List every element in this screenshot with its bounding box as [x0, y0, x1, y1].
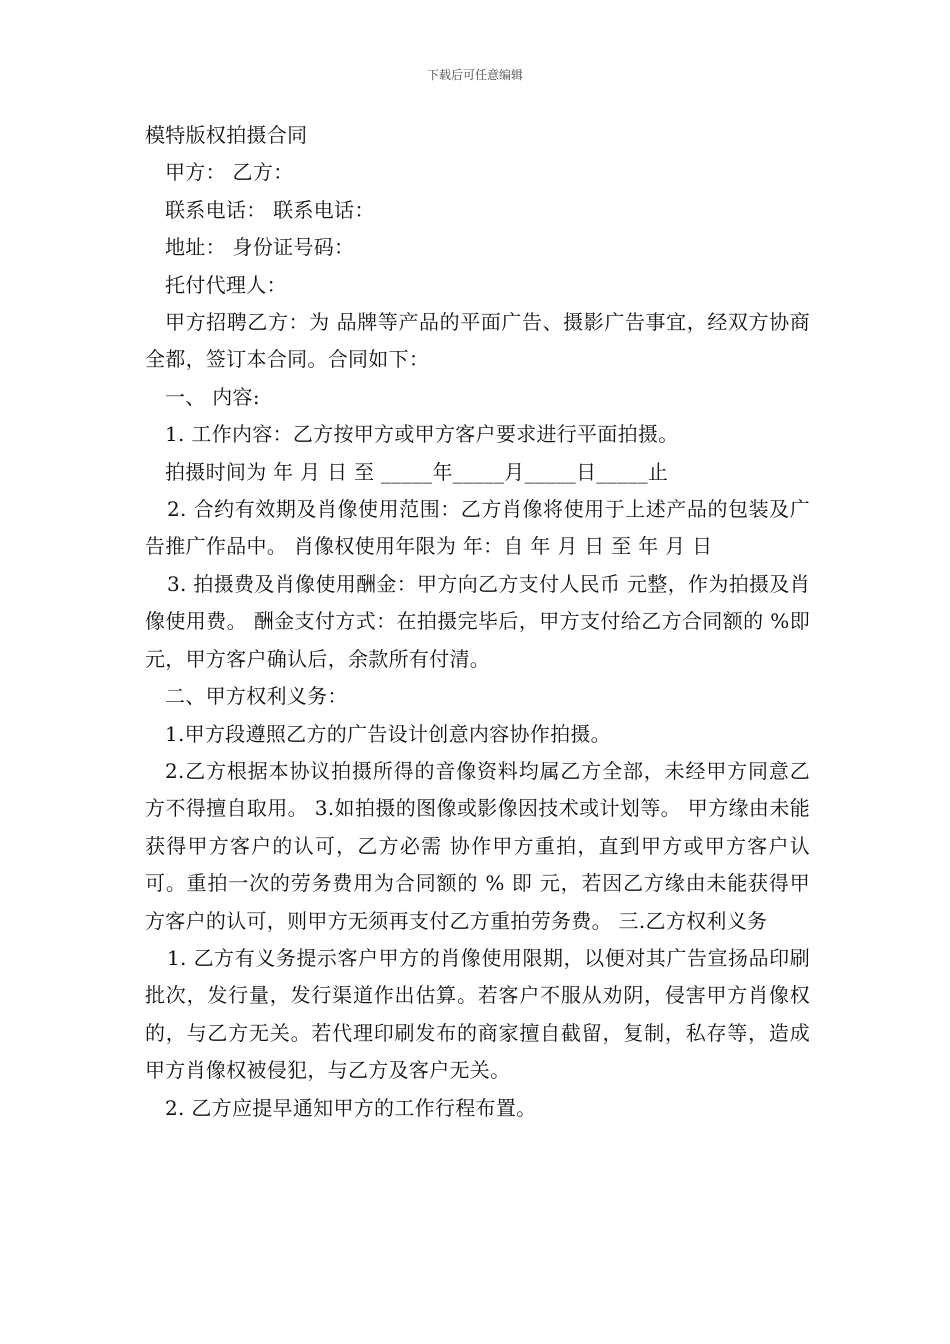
section-1-heading: 一、 内容:	[165, 384, 260, 409]
shoot-time-line: 拍摄时间为 年 月 日 至 _____年_____月_____日_____止	[165, 459, 669, 484]
intro-paragraph: 甲方招聘乙方：为 品牌等产品的平面广告、摄影广告事宜，经双方协商全都，签订本合同。合同如下：	[145, 310, 810, 372]
parties-line: 甲方： 乙方：	[165, 160, 294, 185]
clause-3-2: 2. 乙方应提早通知甲方的工作行程布置。	[165, 1095, 537, 1120]
clause-3-1: 1. 乙方有义务提示客户甲方的肖像使用限期，以便对其广告宣扬品印刷批次，发行量，发行渠道作出估算。若客户不服从劝阴，侵害甲方肖像权的，与乙方无关。若代理印刷发布的商家擅自截留，复制，私存等，造成甲方肖像权被侵犯，与乙方及客户无关。	[145, 945, 810, 1083]
clause-1-1: 1. 工作内容：乙方按甲方或甲方客户要求进行平面拍摄。	[165, 422, 679, 447]
clause-1-3: 3. 拍摄费及肖像使用酬金：甲方向乙方支付人民币 元整，作为拍摄及肖像使用费。 酬金支付方式：在拍摄完毕后，甲方支付给乙方合同额的 %即 元，甲方客户确认后，余款所有付清。	[145, 571, 810, 671]
clause-1-2: 2. 合约有效期及肖像使用范围：乙方肖像将使用于上述产品的包装及广告推广作品中。 肖像权使用年限为 年：自 年 月 日 至 年 月 日	[145, 497, 810, 559]
section-2-heading: 二、甲方权利义务：	[165, 684, 348, 709]
clause-2-2: 2.乙方根据本协议拍摄所得的音像资料均属乙方全部，未经甲方同意乙方不得擅自取用。 3.如拍摄的图像或影像因技术或计划等。 甲方缘由未能获得甲方客户的认可，乙方必需 协作甲方重拍，直到甲方或甲方客户认可。重拍一次的劳务费用为合同额的 % 即 元，若因乙方缘由未能获得甲方客户的认可，则甲方无须再支付乙方重拍劳务费。 三.乙方权利义务	[145, 758, 810, 933]
agent-line: 托付代理人：	[165, 272, 287, 297]
document-title: 模特版权拍摄合同	[145, 123, 308, 147]
phones-line: 联系电话： 联系电话：	[165, 197, 375, 222]
contract-body	[145, 117, 810, 1127]
clause-2-1: 1.甲方段遵照乙方的广告设计创意内容协作拍摄。	[165, 721, 611, 746]
address-line: 地址： 身份证号码：	[165, 235, 355, 260]
page-header: 下载后可任意编辑	[426, 68, 523, 82]
